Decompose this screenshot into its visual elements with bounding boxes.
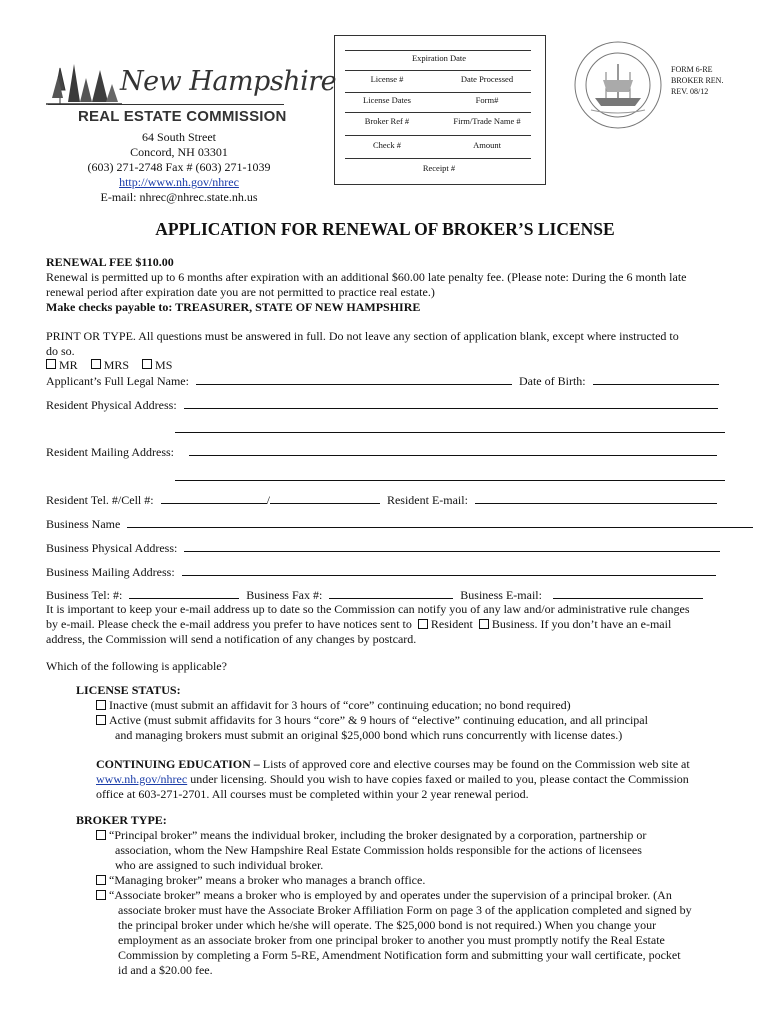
license-status-section: [76, 683, 736, 743]
principal-broker-label-2: association, whom the New Hampshire Real Estate Commission holds responsible for the actions of licensees: [115, 843, 642, 857]
cell-field[interactable]: [270, 492, 380, 504]
full-name-row: [46, 373, 726, 389]
business-physical-row: [46, 540, 726, 556]
business-contact-row: [46, 587, 726, 603]
business-mailing-row: [46, 564, 726, 580]
principal-broker-label: “Principal broker” means the individual broker, including the broker designated by a corporation, partnership or: [109, 828, 647, 842]
form-identifier: [671, 64, 723, 97]
license-number-label: License #: [370, 74, 404, 84]
associate-broker-label-5: Commission by completing a Form 5-RE, Amendment Notification form and submitting your wall certificate, pocket: [118, 948, 681, 962]
business-mailing-label: Business Mailing Address:: [46, 565, 175, 579]
form-number-label: Form#: [475, 95, 499, 105]
mrs-label: MRS: [103, 358, 130, 372]
logo-subtitle: REAL ESTATE COMMISSION: [78, 108, 287, 125]
broker-type-section: [76, 813, 736, 978]
continuing-education: [96, 757, 736, 802]
email-preference-row: [46, 617, 736, 632]
tel-field[interactable]: [161, 492, 267, 504]
business-name-field[interactable]: [127, 516, 753, 528]
salutation-options: [46, 358, 726, 373]
ms-label: MS: [155, 358, 173, 372]
tree-logo-icon: [46, 58, 122, 106]
physical-address-field[interactable]: [184, 397, 718, 409]
associate-broker-label-3: the principal broker under which he/she will operate. The $25,000 bond is not required.) When you change your: [118, 918, 657, 932]
broker-ref-label: Broker Ref #: [364, 116, 410, 126]
inactive-checkbox[interactable]: [96, 700, 106, 710]
page-title: APPLICATION FOR RENEWAL OF BROKER’S LICENSE: [155, 219, 615, 239]
fee-section: [46, 255, 736, 315]
check-number-label: Check #: [372, 140, 402, 150]
email-notice-line-1: It is important to keep your e-mail address up to date so the Commission can notify you of any law and/or administrative rule changes: [46, 602, 690, 616]
active-label: Active (must submit affidavits for 3 hours “core” & 9 hours of “elective” continuing education, and all principal: [109, 713, 648, 727]
form-rev: REV. 08/12: [671, 87, 709, 96]
mailing-address-row: [46, 444, 726, 460]
firm-trade-name-label: Firm/Trade Name #: [453, 116, 521, 126]
mailing-address-field[interactable]: [189, 444, 717, 456]
business-physical-field[interactable]: [184, 540, 720, 552]
associate-broker-label: “Associate broker” means a broker who is employed by and operates under the supervision of a principal broker. (An: [109, 888, 672, 902]
managing-broker-label: “Managing broker” means a broker who manages a branch office.: [109, 873, 426, 887]
receipt-number-label: Receipt #: [422, 163, 456, 173]
fee-heading: RENEWAL FEE $110.00: [46, 255, 174, 269]
full-name-field[interactable]: [196, 373, 512, 385]
commission-address: [44, 130, 314, 205]
mr-label: MR: [59, 358, 78, 372]
form-id: FORM 6-RE: [671, 65, 713, 74]
expiration-date-label: Expiration Date: [411, 53, 467, 63]
associate-broker-label-2: associate broker must have the Associate Broker Affiliation Form on page 3 of the application completed and signed by: [118, 903, 692, 917]
tel-email-row: [46, 492, 726, 508]
physical-address-field-2[interactable]: [175, 432, 725, 433]
business-fax-field[interactable]: [329, 587, 453, 599]
resident-email-label: Resident E-mail:: [386, 493, 468, 507]
principal-broker-label-3: who are assigned to such individual broker.: [115, 858, 324, 872]
managing-broker-checkbox[interactable]: [96, 875, 106, 885]
license-status-heading: LICENSE STATUS:: [76, 683, 181, 697]
checks-payable: Make checks payable to: TREASURER, STATE OF NEW HAMPSHIRE: [46, 300, 421, 314]
ce-line-3: office at 603-271-2701. All courses must be completed within your 2 year renewal period.: [96, 787, 529, 801]
physical-address-label: Resident Physical Address:: [46, 398, 177, 412]
instructions-line-2: do so.: [46, 344, 75, 358]
business-tel-label: Business Tel: #:: [46, 588, 123, 602]
tel-slash: /: [266, 493, 270, 507]
mr-checkbox[interactable]: [46, 359, 56, 369]
mailing-address-field-2[interactable]: [175, 480, 725, 481]
business-email-label: Business E-mail:: [460, 588, 542, 602]
logo-rule: [48, 104, 284, 105]
tel-cell-label: Resident Tel. #/Cell #:: [46, 493, 154, 507]
instructions-line-1: PRINT OR TYPE. All questions must be answered in full. Do not leave any section of application blank, except where instructed to: [46, 329, 679, 343]
principal-broker-checkbox[interactable]: [96, 830, 106, 840]
resident-option-label: Resident: [430, 617, 473, 631]
physical-address-row: [46, 397, 726, 413]
instructions: [46, 329, 736, 359]
ce-line-2: under licensing. Should you wish to have copies faxed or mailed to you, please contact the Commission: [187, 772, 689, 786]
amount-label: Amount: [473, 140, 501, 150]
associate-broker-label-4: employment as an associate broker from one principal broker to another you must promptly notify the Real Estate: [118, 933, 665, 947]
state-seal-icon: [573, 40, 663, 130]
broker-type-heading: BROKER TYPE:: [76, 813, 167, 827]
ms-checkbox[interactable]: [142, 359, 152, 369]
business-option-label: Business. If you don’t have an e-mail: [491, 617, 672, 631]
fee-line-1: Renewal is permitted up to 6 months after expiration with an additional $60.00 late penalty fee. (Please note: During the 6 month late: [46, 270, 687, 284]
mrs-checkbox[interactable]: [91, 359, 101, 369]
website-link[interactable]: http://www.nh.gov/nhrec: [119, 175, 239, 189]
business-mailing-field[interactable]: [182, 564, 716, 576]
license-dates-label: License Dates: [363, 95, 411, 105]
email-notice: [46, 602, 736, 647]
business-tel-field[interactable]: [129, 587, 239, 599]
dob-field[interactable]: [593, 373, 719, 385]
active-label-cont: and managing brokers must submit an original $25,000 bond which runs concurrently with license dates.): [115, 728, 623, 742]
city-state-zip: Concord, NH 03301: [130, 145, 228, 159]
dob-label: Date of Birth:: [518, 374, 586, 388]
applicable-question: Which of the following is applicable?: [46, 659, 227, 673]
business-email-checkbox[interactable]: [479, 619, 489, 629]
street-address: 64 South Street: [142, 130, 216, 144]
business-name-label: Business Name: [46, 517, 121, 531]
associate-broker-label-6: id and a $20.00 fee.: [118, 963, 213, 977]
fee-line-2: renewal period after expiration date you are not permitted to practice real estate.): [46, 285, 435, 299]
associate-broker-checkbox[interactable]: [96, 890, 106, 900]
business-fax-label: Business Fax #:: [246, 588, 323, 602]
phone-fax: (603) 271-2748 Fax # (603) 271-1039: [87, 160, 271, 174]
resident-email-field[interactable]: [475, 492, 717, 504]
email-notice-line-2: by e-mail. Please check the e-mail address you prefer to have notices sent to: [46, 617, 412, 631]
office-use-box: [334, 35, 546, 185]
mailing-address-label: Resident Mailing Address:: [46, 445, 174, 459]
logo-name: New Hampshire: [120, 66, 337, 97]
form-desc: BROKER REN.: [671, 76, 724, 85]
full-name-label: Applicant’s Full Legal Name:: [46, 374, 189, 388]
resident-email-checkbox[interactable]: [418, 619, 428, 629]
business-email-field[interactable]: [553, 587, 703, 599]
business-physical-label: Business Physical Address:: [46, 541, 178, 555]
ce-website-link[interactable]: www.nh.gov/nhrec: [96, 772, 188, 786]
date-processed-label: Date Processed: [460, 74, 514, 84]
business-name-row: [46, 516, 726, 532]
active-checkbox[interactable]: [96, 715, 106, 725]
ce-heading: CONTINUING EDUCATION –: [96, 757, 260, 771]
ce-line-1: Lists of approved core and elective courses may be found on the Commission web site at: [259, 757, 690, 771]
commission-email: E-mail: nhrec@nhrec.state.nh.us: [100, 190, 258, 204]
inactive-label: Inactive (must submit an affidavit for 3 hours of “core” continuing education; no bond required): [109, 698, 571, 712]
email-notice-line-3: address, the Commission will send a notification of any changes by postcard.: [46, 632, 417, 646]
